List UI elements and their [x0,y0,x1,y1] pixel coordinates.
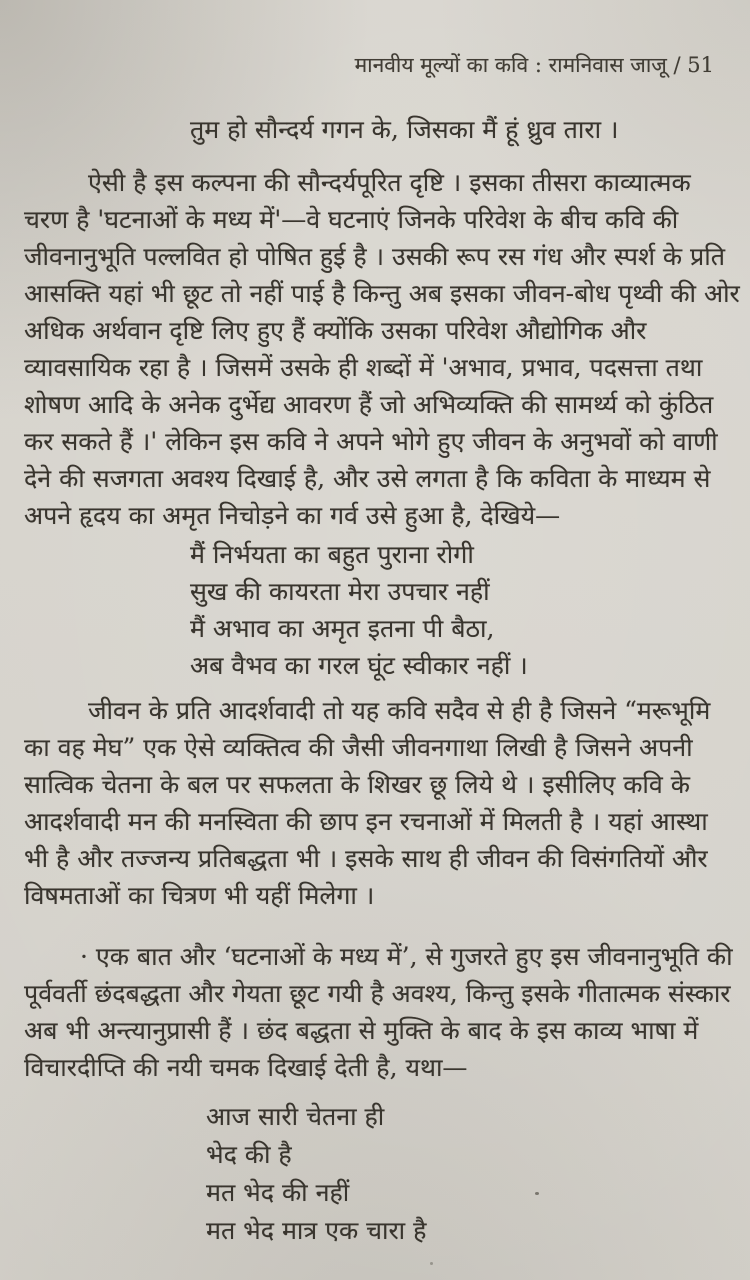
paragraph-2 [24,692,730,914]
para-line: पूर्ववर्ती छंदबद्धता और गेयता छूट गयी है अवश्य, किन्तु इसके गीतात्मक संस्कार [24,979,731,1008]
para-line: विचारदीप्ति की नयी चमक दिखाई देती है, यथा— [24,1053,468,1082]
paper-speck [430,1262,433,1265]
poem-line: मत भेद मात्र एक चारा है [206,1216,427,1245]
para-line: आदर्शवादी मन की मनस्विता की छाप इन रचनाओं में मिलती है । यहां आस्था [24,807,708,836]
poem-line: भेद की है [206,1140,292,1169]
para-line: विषमताओं का चित्रण भी यहीं मिलेगा । [24,881,375,910]
para-line: जीवनानुभूति पल्लवित हो पोषित हुई है । उसकी रूप रस गंध और स्पर्श के प्रति [24,242,726,271]
paragraph-1 [24,164,740,534]
para-line: शोषण आदि के अनेक दुर्भेद्य आवरण हैं जो अभिव्यक्ति की सामर्थ्य को कुंठित [24,390,714,419]
paper-speck [535,1192,539,1195]
opening-verse-line: तुम हो सौन्दर्य गगन के, जिसका मैं हूं ध्रुव तारा । [190,115,619,144]
para-line: जीवन के प्रति आदर्शवादी तो यह कवि सदैव से ही है जिसने “मरूभूमि [88,696,711,725]
quoted-poem-1 [190,536,730,684]
poem-line: आज सारी चेतना ही [206,1102,385,1131]
poem-line: अब वैभव का गरल घूंट स्वीकार नहीं । [190,651,528,680]
para-line: आसक्ति यहां भी छूट तो नहीं पाई है किन्तु अब इसका जीवन-बोध पृथ्वी की ओर [24,279,740,308]
para-line: · एक बात और ‘घटनाओं के मध्य में’, से गुजरते हुए इस जीवनानुभूति की [80,942,733,971]
poem-line: मैं अभाव का अमृत इतना पी बैठा, [190,614,495,643]
para-line: अपने हृदय का अमृत निचोड़ने का गर्व उसे हुआ है, देखिये— [24,501,561,530]
para-line: सात्विक चेतना के बल पर सफलता के शिखर छू लिये थे । इसीलिए कवि के [24,770,690,799]
poem-line: मत भेद की नहीं [206,1178,350,1207]
para-line: देने की सजगता अवश्य दिखाई है, और उसे लगता है कि कविता के माध्यम से [24,464,711,493]
paragraph-3 [24,938,733,1086]
para-line: का वह मेघ” एक ऐसे व्यक्तित्व की जैसी जीवनगाथा लिखी है जिसने अपनी [24,733,693,762]
para-line: अब भी अन्त्यानुप्रासी हैं । छंद बद्धता से मुक्ति के बाद के इस काव्य भाषा में [24,1016,699,1045]
para-line: अधिक अर्थवान दृष्टि लिए हुए हैं क्योंकि उसका परिवेश औद्योगिक और [24,316,647,345]
para-line: व्यावसायिक रहा है । जिसमें उसके ही शब्दों में 'अभाव, प्रभाव, पदसत्ता तथा [24,353,703,382]
para-line: ऐसी है इस कल्पना की सौन्दर्यपूरित दृष्टि । इसका तीसरा काव्यात्मक [88,168,691,197]
para-line: कर सकते हैं ।' लेकिन इस कवि ने अपने भोगे हुए जीवन के अनुभवों को वाणी [24,427,718,456]
poem-line: सुख की कायरता मेरा उपचार नहीं [190,577,490,606]
poem-line: मैं निर्भयता का बहुत पुराना रोगी [190,540,474,569]
running-header: मानवीय मूल्यों का कवि : रामनिवास जाजू / 51 [354,53,714,77]
para-line: भी है और तज्जन्य प्रतिबद्धता भी । इसके साथ ही जीवन की विसंगतियों और [24,844,708,873]
quoted-poem-2 [206,1098,730,1250]
para-line: चरण है 'घटनाओं के मध्य में'—वे घटनाएं जिनके परिवेश के बीच कवि की [24,205,679,234]
